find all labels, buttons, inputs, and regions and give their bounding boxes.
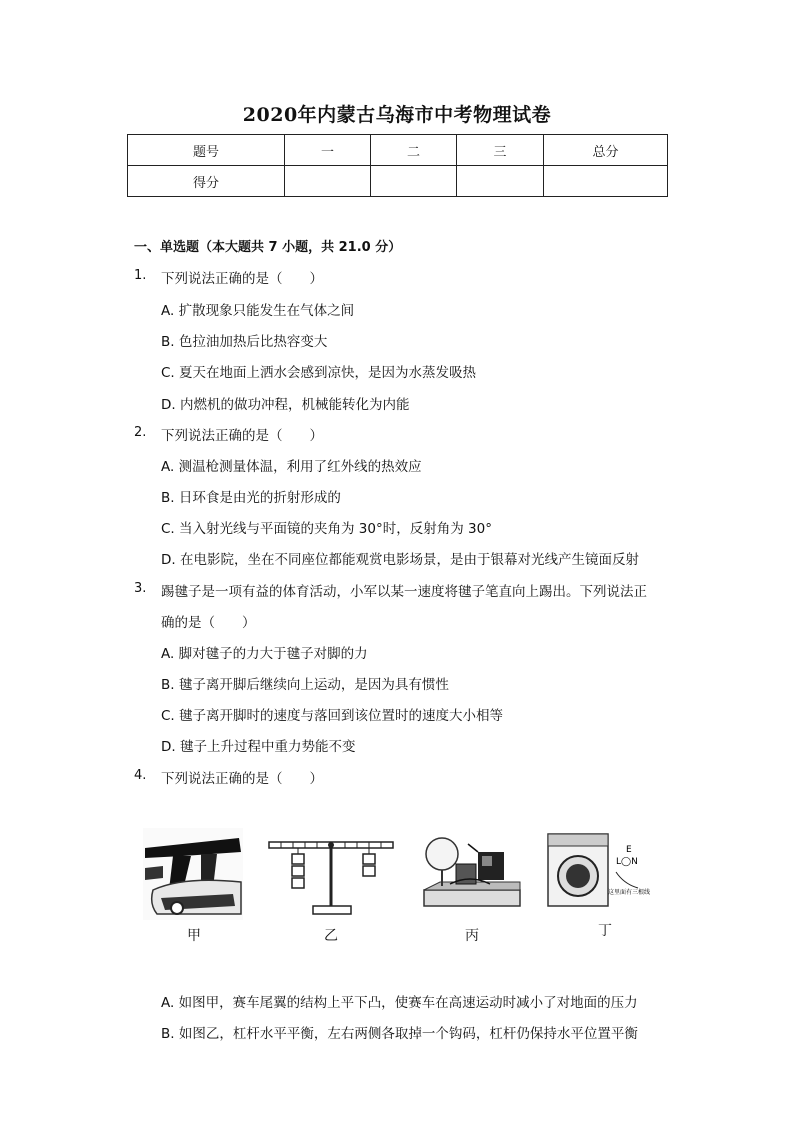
- score-table-score-row: [128, 166, 668, 197]
- option: B. 如图乙，杠杆水平平衡，左右两侧各取掉一个钩码，杠杆仍保持水平位置平衡: [161, 1026, 638, 1042]
- section-heading: 一、单选题（本大题共 7 小题，共 21.0 分）: [134, 240, 402, 255]
- option: C. 毽子离开脚时的速度与落回到该位置时的速度大小相等: [161, 708, 504, 724]
- exam-title: 2020年内蒙古乌海市中考物理试卷: [242, 104, 552, 126]
- score-table: [127, 134, 668, 197]
- question-stem: 下列说法正确的是（ ）: [161, 271, 323, 287]
- question-number: 2.: [134, 425, 147, 440]
- option: D. 毽子上升过程中重力势能不变: [161, 739, 356, 755]
- score-table-header: 二: [371, 135, 457, 166]
- plug-pin-e-label: E: [626, 845, 632, 855]
- question-number: 1.: [134, 268, 147, 283]
- score-table-header: 一: [285, 135, 371, 166]
- question-stem: 下列说法正确的是（ ）: [161, 771, 323, 787]
- option: D. 内燃机的做功冲程，机械能转化为内能: [161, 397, 410, 413]
- score-cell: [544, 166, 668, 197]
- score-table-header: 三: [457, 135, 544, 166]
- figure-caption-yi: 乙: [324, 928, 338, 944]
- option: C. 夏天在地面上洒水会感到凉快，是因为水蒸发吸热: [161, 365, 477, 381]
- washing-machine-figure: [546, 832, 660, 910]
- option: C. 当入射光线与平面镜的夹角为 30°时，反射角为 30°: [161, 521, 492, 537]
- question-number: 4.: [134, 768, 147, 783]
- score-cell: [457, 166, 544, 197]
- question-stem: 踢毽子是一项有益的体育活动，小军以某一速度将毽子笔直向上踢出。下列说法正: [161, 584, 647, 600]
- score-row-label: 得分: [128, 166, 285, 197]
- option: B. 毽子离开脚后继续向上运动，是因为具有惯性: [161, 677, 449, 693]
- option: A. 扩散现象只能发生在气体之间: [161, 303, 355, 319]
- score-table-header: 题号: [128, 135, 285, 166]
- score-table-header-row: [128, 135, 668, 166]
- generator-apparatus-figure: [420, 830, 524, 914]
- score-table-header: 总分: [544, 135, 668, 166]
- three-wire-note: 这里面有三根线: [608, 889, 651, 896]
- race-car-wing-figure: [143, 828, 243, 920]
- figure-caption-ding: 丁: [598, 923, 612, 939]
- question-stem: 下列说法正确的是（ ）: [161, 428, 323, 444]
- option: A. 测温枪测量体温，利用了红外线的热效应: [161, 459, 422, 475]
- option: D. 在电影院，坐在不同座位都能观赏电影场景，是由于银幕对光线产生镜面反射: [161, 552, 639, 568]
- question-stem: 确的是（ ）: [161, 615, 256, 631]
- option: B. 色拉油加热后比热容变大: [161, 334, 328, 350]
- figure-caption-jia: 甲: [187, 928, 201, 944]
- score-cell: [285, 166, 371, 197]
- question-number: 3.: [134, 581, 147, 596]
- option: B. 日环食是由光的折射形成的: [161, 490, 341, 506]
- figure-caption-bing: 丙: [465, 928, 479, 944]
- score-cell: [371, 166, 457, 197]
- option: A. 如图甲，赛车尾翼的结构上平下凸，使赛车在高速运动时减小了对地面的压力: [161, 995, 638, 1011]
- plug-pins-ln-label: L◯N: [616, 857, 638, 867]
- lever-balance-figure: [265, 832, 397, 918]
- option: A. 脚对毽子的力大于毽子对脚的力: [161, 646, 368, 662]
